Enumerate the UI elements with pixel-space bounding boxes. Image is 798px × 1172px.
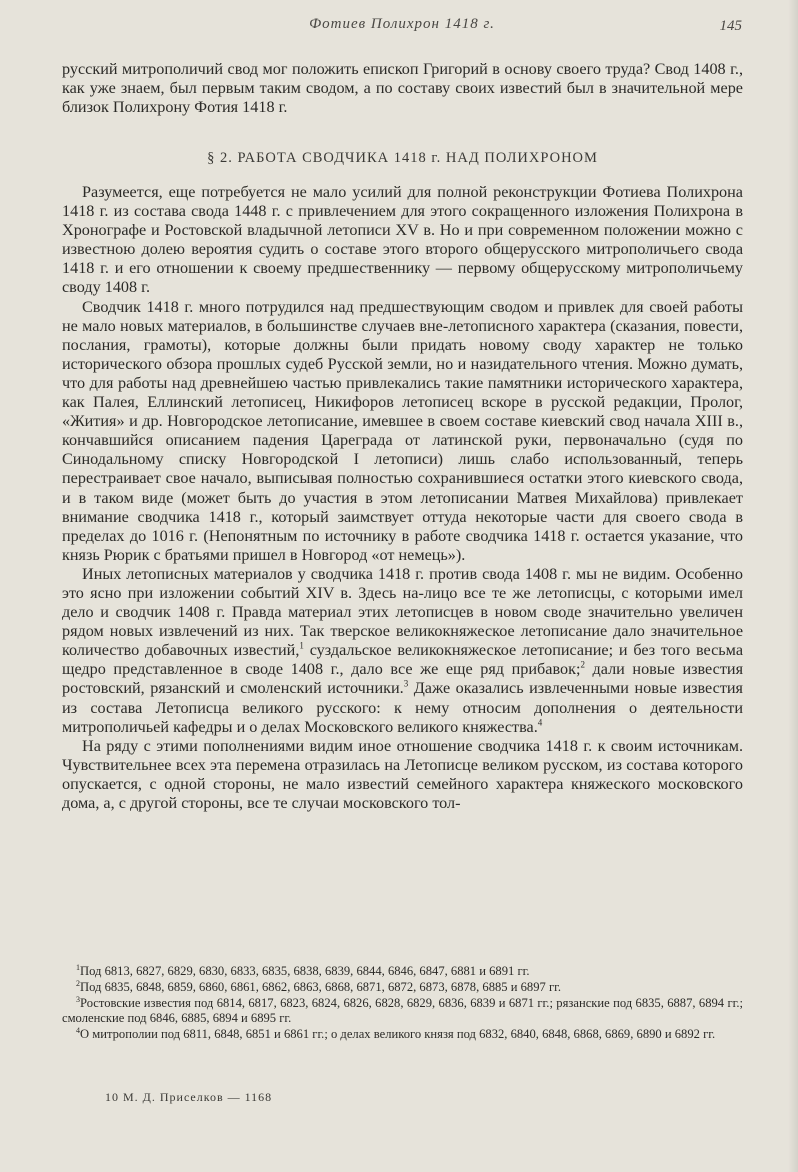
paragraph-3-part-c: дали новые известия ростовский, рязанский и смоленский источники. — [62, 660, 744, 698]
footnote-3 — [62, 996, 743, 1026]
footnote-text-4: О митрополии под 6811, 6848, 6851 и 6861 гг.; о делах великого князя под 6832, 6840, 6848, 6868, 6869, 6890 и 6892 гг. — [80, 1026, 716, 1041]
footnote-text-3: Ростовские известия под 6814, 6817, 6823, 6824, 6826, 6828, 6829, 6836, 6839 и 6871 гг.; рязанские под 6835, 6887, 6894 гг.; смоленские под 6846, 6885, 6894 и 6895 гг. — [62, 995, 743, 1025]
footnote-ref-4[interactable]: 4 — [537, 717, 543, 728]
footnote-2 — [62, 980, 743, 995]
paragraph-continuation: русский митрополичий свод мог положить епископ Григорий в основу своего труда? Свод 1408 г., как уже знаем, был первым таким сводом, а по составу своих известий был в значительной мере близок Полихрону Фотия 1418 г. — [62, 60, 743, 117]
footnote-ref-2[interactable]: 2 — [580, 659, 585, 670]
page-number: 145 — [719, 18, 742, 34]
footnote-mark-4: 4 — [76, 1025, 80, 1035]
paragraph-3-part-b: суздальское великокняжеское летописание; и без того весьма щедро представленное в своде 1408 г., дало все же еще ряд прибавок; — [62, 641, 743, 679]
paragraph-2: Сводчик 1418 г. много потрудился над предшествующим сводом и привлек для своей работы не мало новых материалов, в большинстве случаев вне-летописного характера (сказания, повести, послания, грамоты), которые должны были придать новому своду характер не только исторического обзора прошлых судеб Русской земли, но и назидательного чтения. Можно думать, что для работы над древнейшею частью привлекались такие памятники исторического характера, как Палея, Еллинский летописец, Никифоров летописец вскоре в русской редакции, Пролог, «Жития» и др. Новгородское летописание, имевшее в своем составе киевский свод начала XIII в., кончавшийся описанием падения Цареграда от латинской руки, первоначально (судя по Синодальному списку Новгородской I летописи) лишь слабо использованный, теперь перестраивает свое начало, выписывая полностью сохранившиеся остатки этого киевского свода, и в таком виде (может быть до участия в этом летописании Матвея Михайлова) привлекает внимание сводчика 1418 г., который заимствует оттуда некоторые части для своего свода в пределах до 1016 г. (Непонятным по источнику в работе сводчика 1418 г. остается указание, что князь Рюрик с братьями пришел в Новгород «от немець»). — [62, 297, 743, 564]
footnote-mark-3: 3 — [76, 994, 80, 1004]
printer-signature: 10 М. Д. Приселков — 1168 — [105, 1090, 273, 1104]
footnotes — [62, 964, 743, 1043]
footnote-text-1: Под 6813, 6827, 6829, 6830, 6833, 6835, 6838, 6839, 6844, 6846, 6847, 6881 и 6891 гг. — [80, 964, 530, 978]
section-heading: § 2. РАБОТА СВОДЧИКА 1418 г. НАД ПОЛИХРОНОМ — [207, 150, 598, 166]
footnote-ref-3[interactable]: 3 — [403, 679, 409, 690]
footnote-4 — [62, 1027, 743, 1042]
paragraph-3-part-a: Иных летописных материалов у сводчика 1418 г. против свода 1408 г. мы не видим. Особенно это ясно при изложении событий XIV в. Здесь на-лицо все те же летописцы, с которыми имел дело и сводчик 1408 г. Правда материал этих летописцев в новом своде значительно увеличен рядом новых извлечений из них. Так тверское великокняжеское летописание дало значительное количество добавочных известий, — [62, 564, 743, 660]
running-head — [62, 16, 742, 40]
paragraph-3 — [62, 565, 743, 737]
footnote-mark-1: 1 — [76, 962, 80, 972]
continued-paragraph — [62, 60, 743, 117]
paragraph-4: На ряду с этими пополнениями видим иное отношение сводчика 1418 г. к своим источникам. Чувствительнее всех эта перемена отразилась на Летописце великом русском, из состава которого опускается, с одной стороны, не мало известий семейного характера княжеского московского дома, а, с другой стороны, все те случаи московского тол- — [62, 736, 743, 812]
paragraph-3-part-d: Даже оказались извлеченными новые известия из состава Летописца великого русского: к нему относим дополнения о деятельности митрополичьей кафедры и о делах Московского великого княжества. — [62, 679, 744, 736]
page-edge-shadow — [788, 0, 798, 1172]
footnote-1 — [62, 964, 743, 979]
main-text — [62, 183, 743, 813]
footnote-ref-1[interactable]: 1 — [299, 640, 304, 651]
running-title: Фотиев Полихрон 1418 г. — [309, 16, 495, 32]
footnote-text-2: Под 6835, 6848, 6859, 6860, 6861, 6862, 6863, 6868, 6871, 6872, 6873, 6878, 6885 и 6897 гг. — [80, 979, 562, 994]
paragraph-1: Разумеется, еще потребуется не мало усилий для полной реконструкции Фотиева Полихрона 1418 г. из состава свода 1448 г. с привлечением для этого сокращенного изложения Полихрона в Хронографе и Ростовской владычной летописи XV в. Но и при современном положении можно с известною долею вероятия судить о составе этого второго общерусского митрополичьего свода 1418 г. и его отношении к своему предшественнику — первому общерусскому митрополичьему своду 1408 г. — [62, 183, 743, 297]
footnote-mark-2: 2 — [76, 978, 80, 988]
